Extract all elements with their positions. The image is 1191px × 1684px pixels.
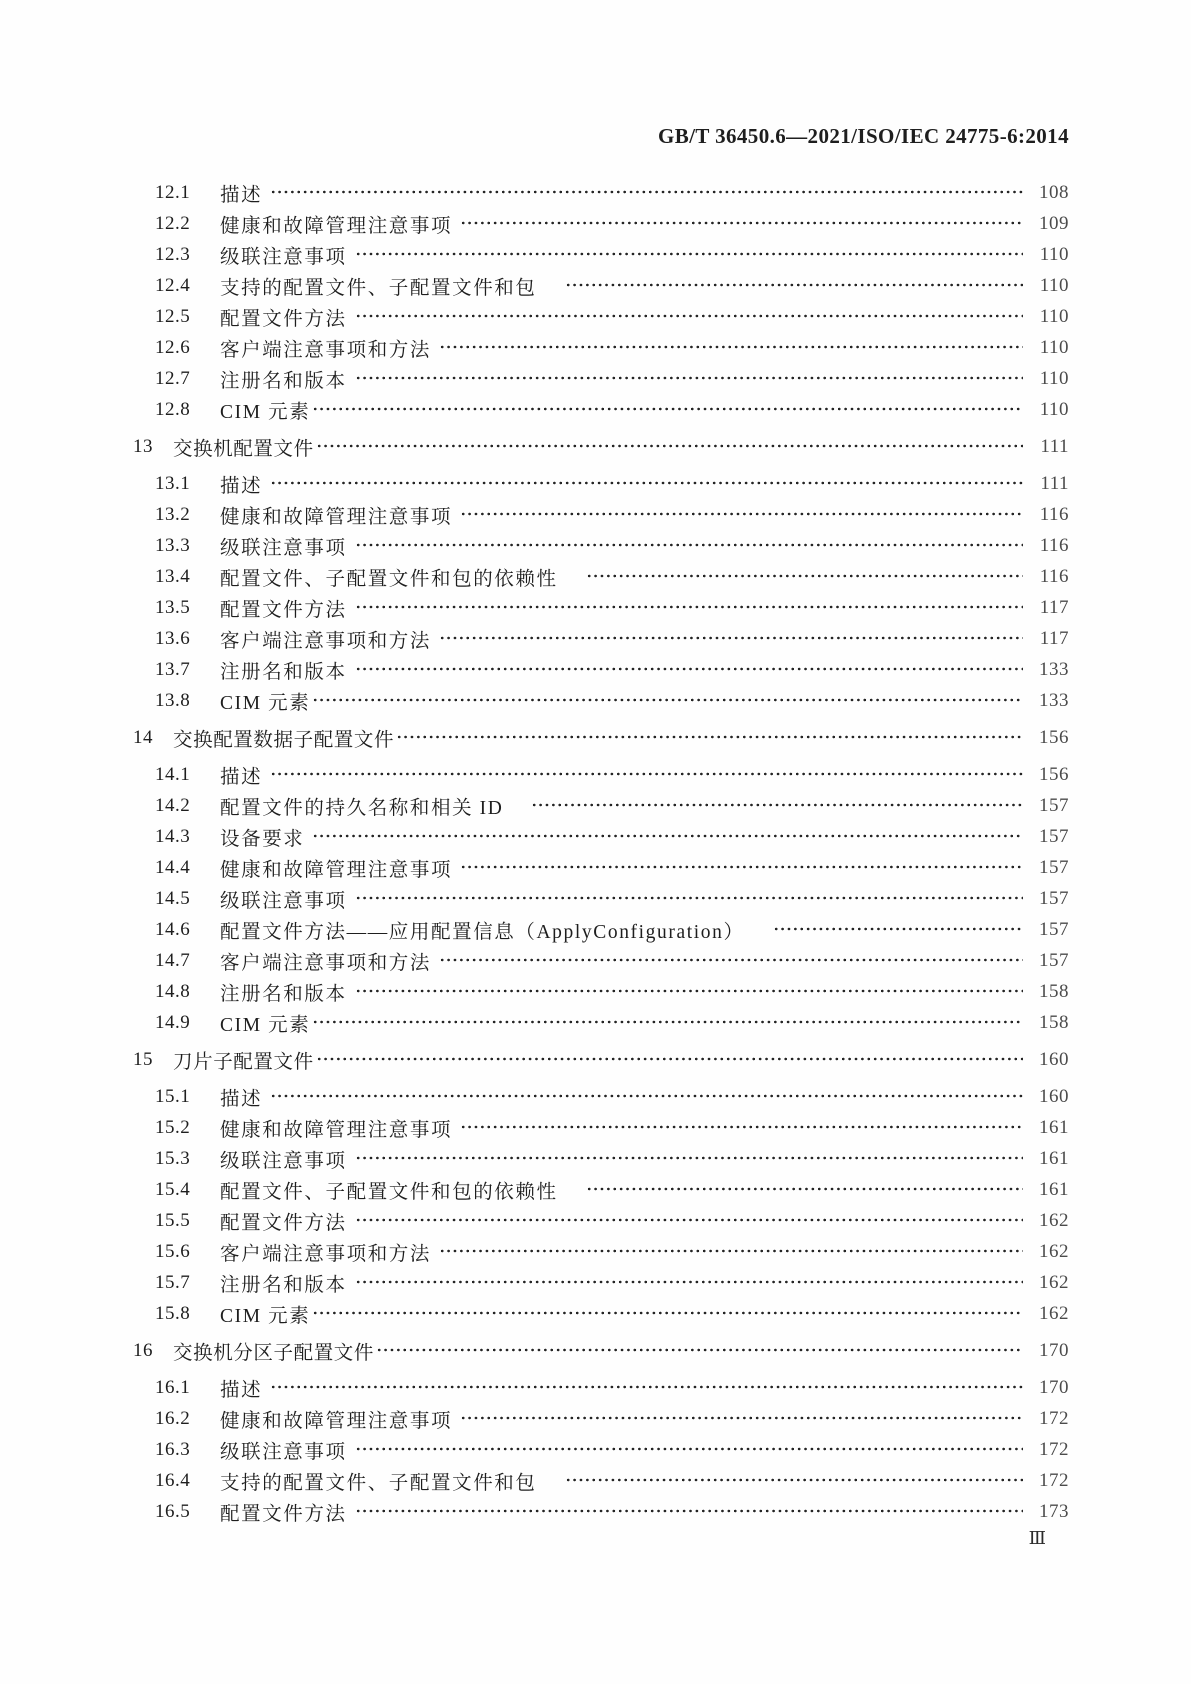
dot-leader <box>773 914 1023 945</box>
toc-entry-page: 161 <box>1039 1147 1069 1169</box>
toc-entry-number: 15.4 <box>155 1178 191 1200</box>
toc-entry-page: 172 <box>1039 1438 1069 1460</box>
toc-entry-number: 13 <box>133 435 153 457</box>
toc-entry-number: 15.6 <box>155 1240 191 1262</box>
toc-entry-row <box>133 1236 1069 1267</box>
toc-chapter-row <box>133 1335 1069 1366</box>
dot-leader <box>439 1236 1023 1267</box>
toc-entry-number: 16.3 <box>155 1438 191 1460</box>
dot-leader <box>270 759 1023 790</box>
toc-entry-title: 配置文件方法——应用配置信息（ApplyConfiguration） <box>220 921 745 943</box>
toc-entry-number: 13.8 <box>155 689 191 711</box>
toc-entry-title: 配置文件方法 <box>220 1503 347 1525</box>
toc-entry-page: 158 <box>1039 1011 1069 1033</box>
toc-entry-page: 116 <box>1039 565 1069 587</box>
dot-leader <box>355 1496 1023 1527</box>
toc-entry-row <box>133 821 1069 852</box>
folio-page-number: Ⅲ <box>1028 1528 1046 1548</box>
toc-entry-title: 级联注意事项 <box>220 890 347 912</box>
toc-entry-title: 描述 <box>220 766 263 788</box>
toc-entry-title: 健康和故障管理注意事项 <box>220 215 453 237</box>
toc-entry-row <box>133 1205 1069 1236</box>
dot-leader <box>355 976 1023 1007</box>
toc-entry-row <box>133 1496 1069 1527</box>
dot-leader <box>460 1112 1023 1143</box>
toc-entry-row <box>133 945 1069 976</box>
toc-entry-page: 110 <box>1039 367 1069 389</box>
toc-entry-row <box>133 654 1069 685</box>
dot-leader <box>355 1205 1023 1236</box>
toc-entry-number: 15.7 <box>155 1271 191 1293</box>
toc-entry-row <box>133 561 1069 592</box>
dot-leader <box>270 1372 1023 1403</box>
toc-entry-number: 13.2 <box>155 503 191 525</box>
dot-leader <box>355 1143 1023 1174</box>
dot-leader <box>316 1044 1023 1075</box>
dot-leader <box>355 1267 1023 1298</box>
dot-leader <box>376 1335 1023 1366</box>
toc-entry-page: 156 <box>1039 726 1069 748</box>
dot-leader <box>355 592 1023 623</box>
toc-entry-title: 支持的配置文件、子配置文件和包 <box>220 1472 537 1494</box>
toc-entry-page: 170 <box>1039 1339 1069 1361</box>
toc-entry-title: 配置文件方法 <box>220 1212 347 1234</box>
toc-entry-row <box>133 1403 1069 1434</box>
dot-leader <box>460 852 1023 883</box>
dot-leader <box>270 177 1023 208</box>
dot-leader <box>565 270 1023 301</box>
dot-leader <box>439 623 1023 654</box>
toc-entry-title: 级联注意事项 <box>220 1441 347 1463</box>
toc-entry-page: 110 <box>1039 336 1069 358</box>
toc-entry-title: 描述 <box>220 184 263 206</box>
toc-entry-title: 级联注意事项 <box>220 537 347 559</box>
toc-entry-row <box>133 1434 1069 1465</box>
toc-entry-row <box>133 239 1069 270</box>
toc-entry-title: 支持的配置文件、子配置文件和包 <box>220 277 537 299</box>
toc-chapter-row <box>133 431 1069 462</box>
dot-leader <box>355 530 1023 561</box>
toc-entry-row <box>133 790 1069 821</box>
toc-entry-title: 客户端注意事项和方法 <box>220 1243 432 1265</box>
toc-entry-page: 116 <box>1039 503 1069 525</box>
toc-entry-page: 161 <box>1039 1178 1069 1200</box>
toc-entry-page: 157 <box>1039 856 1069 878</box>
toc-entry-number: 12.5 <box>155 305 191 327</box>
dot-leader <box>355 654 1023 685</box>
toc-entry-page: 133 <box>1039 689 1069 711</box>
toc-entry-number: 13.1 <box>155 472 191 494</box>
toc-entry-row <box>133 1007 1069 1038</box>
toc-entry-title: 客户端注意事项和方法 <box>220 630 432 652</box>
toc-entry-row <box>133 332 1069 363</box>
toc-entry-number: 16.2 <box>155 1407 191 1429</box>
toc-entry-number: 14.9 <box>155 1011 191 1033</box>
toc-entry-title: 级联注意事项 <box>220 1150 347 1172</box>
toc-entry-row <box>133 530 1069 561</box>
toc-entry-row <box>133 883 1069 914</box>
toc-entry-title: 注册名和版本 <box>220 661 347 683</box>
toc-entry-title: 配置文件、子配置文件和包的依赖性 <box>220 568 558 590</box>
toc-entry-row <box>133 363 1069 394</box>
dot-leader <box>355 883 1023 914</box>
toc-entry-number: 16.5 <box>155 1500 191 1522</box>
toc-entry-number: 12.8 <box>155 398 191 420</box>
dot-leader <box>586 561 1023 592</box>
toc-entry-row <box>133 270 1069 301</box>
dot-leader <box>460 1403 1023 1434</box>
toc-entry-title: 描述 <box>220 1379 263 1401</box>
page-footer <box>133 1528 1046 1549</box>
dot-leader <box>312 1298 1023 1329</box>
toc-entry-page: 157 <box>1039 918 1069 940</box>
toc-entry-row <box>133 1372 1069 1403</box>
toc-entry-row <box>133 468 1069 499</box>
toc-entry-page: 161 <box>1039 1116 1069 1138</box>
toc-entry-title: 交换机配置文件 <box>173 438 314 460</box>
dot-leader <box>396 722 1023 753</box>
toc-entry-row <box>133 976 1069 1007</box>
toc-entry-row <box>133 499 1069 530</box>
dot-leader <box>355 239 1023 270</box>
dot-leader <box>355 363 1023 394</box>
toc-entry-title: 注册名和版本 <box>220 370 347 392</box>
toc-entry-page: 117 <box>1039 596 1069 618</box>
toc-entry-page: 160 <box>1039 1085 1069 1107</box>
toc-entry-title: 配置文件方法 <box>220 599 347 621</box>
toc-entry-number: 15.2 <box>155 1116 191 1138</box>
toc-entry-number: 12.6 <box>155 336 191 358</box>
dot-leader <box>312 394 1023 425</box>
toc-entry-title: CIM 元素 <box>220 401 311 423</box>
toc-entry-page: 156 <box>1039 763 1069 785</box>
toc-entry-title: 注册名和版本 <box>220 983 347 1005</box>
dot-leader <box>565 1465 1023 1496</box>
toc-entry-page: 117 <box>1039 627 1069 649</box>
toc-entry-row <box>133 592 1069 623</box>
toc-entry-page: 172 <box>1039 1407 1069 1429</box>
toc-entry-title: 交换机分区子配置文件 <box>173 1342 375 1364</box>
standard-number: GB/T 36450.6—2021/ISO/IEC 24775-6:2014 <box>658 124 1069 148</box>
toc-entry-number: 14.6 <box>155 918 191 940</box>
toc-entry-row <box>133 177 1069 208</box>
toc-entry-title: 描述 <box>220 1088 263 1110</box>
toc-entry-page: 109 <box>1039 212 1069 234</box>
toc-entry-page: 170 <box>1039 1376 1069 1398</box>
toc-entry-row <box>133 1174 1069 1205</box>
dot-leader <box>355 1434 1023 1465</box>
toc-entry-number: 13.6 <box>155 627 191 649</box>
toc-entry-number: 13.7 <box>155 658 191 680</box>
toc-entry-title: 注册名和版本 <box>220 1274 347 1296</box>
toc-entry-title: 客户端注意事项和方法 <box>220 952 432 974</box>
dot-leader <box>316 431 1023 462</box>
toc-entry-page: 157 <box>1039 949 1069 971</box>
toc-entry-title: 健康和故障管理注意事项 <box>220 1119 453 1141</box>
toc-entry-row <box>133 1143 1069 1174</box>
dot-leader <box>270 1081 1023 1112</box>
toc-entry-page: 110 <box>1039 398 1069 420</box>
toc-entry-page: 110 <box>1039 274 1069 296</box>
dot-leader <box>439 332 1023 363</box>
toc-entry-page: 157 <box>1039 825 1069 847</box>
toc-entry-number: 13.3 <box>155 534 191 556</box>
toc-entry-number: 14.3 <box>155 825 191 847</box>
toc-entry-page: 162 <box>1039 1209 1069 1231</box>
toc-entry-page: 173 <box>1039 1500 1069 1522</box>
toc-entry-number: 16 <box>133 1339 153 1361</box>
toc-entry-number: 14.8 <box>155 980 191 1002</box>
toc-entry-number: 12.1 <box>155 181 191 203</box>
toc-entry-row <box>133 685 1069 716</box>
dot-leader <box>312 821 1023 852</box>
toc-entry-number: 13.4 <box>155 565 191 587</box>
toc-entry-number: 15.1 <box>155 1085 191 1107</box>
toc-entry-number: 14.2 <box>155 794 191 816</box>
toc-entry-number: 12.4 <box>155 274 191 296</box>
toc-entry-title: 交换配置数据子配置文件 <box>173 729 395 751</box>
toc-entry-page: 108 <box>1039 181 1069 203</box>
toc-entry-page: 157 <box>1039 887 1069 909</box>
toc-entry-row <box>133 914 1069 945</box>
dot-leader <box>460 499 1023 530</box>
toc-entry-row <box>133 852 1069 883</box>
toc-entry-number: 12.3 <box>155 243 191 265</box>
toc-entry-number: 16.4 <box>155 1469 191 1491</box>
toc-entry-row <box>133 301 1069 332</box>
toc-entry-page: 110 <box>1039 305 1069 327</box>
toc-entry-title: 健康和故障管理注意事项 <box>220 506 453 528</box>
dot-leader <box>270 468 1023 499</box>
toc-entry-number: 15 <box>133 1048 153 1070</box>
toc-entry-number: 14.4 <box>155 856 191 878</box>
toc-entry-row <box>133 1465 1069 1496</box>
toc-entry-number: 14.1 <box>155 763 191 785</box>
toc-entry-number: 15.8 <box>155 1302 191 1324</box>
toc-entry-number: 14.5 <box>155 887 191 909</box>
toc-entry-number: 15.3 <box>155 1147 191 1169</box>
toc-entry-page: 111 <box>1040 435 1069 457</box>
dot-leader <box>312 1007 1023 1038</box>
toc-chapter-row <box>133 722 1069 753</box>
toc-entry-number: 14.7 <box>155 949 191 971</box>
toc-entry-title: CIM 元素 <box>220 1305 311 1327</box>
toc-entry-row <box>133 208 1069 239</box>
toc-entry-number: 13.5 <box>155 596 191 618</box>
toc-entry-title: 描述 <box>220 475 263 497</box>
toc-entry-page: 162 <box>1039 1271 1069 1293</box>
dot-leader <box>586 1174 1023 1205</box>
dot-leader <box>460 208 1023 239</box>
toc-entry-page: 157 <box>1039 794 1069 816</box>
toc-entry-page: 111 <box>1040 472 1069 494</box>
toc-entry-title: 配置文件的持久名称和相关 ID <box>220 797 504 819</box>
toc-entry-page: 133 <box>1039 658 1069 680</box>
toc-entry-page: 172 <box>1039 1469 1069 1491</box>
toc-entry-number: 12.7 <box>155 367 191 389</box>
toc-entry-title: 健康和故障管理注意事项 <box>220 1410 453 1432</box>
toc-list <box>133 177 1069 1527</box>
toc-entry-title: 设备要求 <box>220 828 305 850</box>
toc-entry-number: 12.2 <box>155 212 191 234</box>
toc-entry-title: 配置文件方法 <box>220 308 347 330</box>
toc-entry-page: 158 <box>1039 980 1069 1002</box>
toc-entry-title: CIM 元素 <box>220 692 311 714</box>
dot-leader <box>355 301 1023 332</box>
toc-entry-title: 级联注意事项 <box>220 246 347 268</box>
toc-entry-title: 刀片子配置文件 <box>173 1051 314 1073</box>
toc-chapter-row <box>133 1044 1069 1075</box>
toc-entry-page: 160 <box>1039 1048 1069 1070</box>
toc-entry-number: 16.1 <box>155 1376 191 1398</box>
toc-entry-page: 162 <box>1039 1302 1069 1324</box>
toc-entry-page: 110 <box>1039 243 1069 265</box>
toc-entry-title: 健康和故障管理注意事项 <box>220 859 453 881</box>
dot-leader <box>439 945 1023 976</box>
toc-entry-page: 116 <box>1039 534 1069 556</box>
document-header <box>133 124 1069 149</box>
toc-entry-row <box>133 1112 1069 1143</box>
dot-leader <box>312 685 1023 716</box>
toc-entry-page: 162 <box>1039 1240 1069 1262</box>
dot-leader <box>531 790 1023 821</box>
toc-entry-row <box>133 394 1069 425</box>
toc-entry-title: 配置文件、子配置文件和包的依赖性 <box>220 1181 558 1203</box>
toc-entry-row <box>133 623 1069 654</box>
toc-entry-title: 客户端注意事项和方法 <box>220 339 432 361</box>
toc-entry-number: 15.5 <box>155 1209 191 1231</box>
toc-entry-row <box>133 759 1069 790</box>
toc-entry-row <box>133 1298 1069 1329</box>
toc-entry-row <box>133 1267 1069 1298</box>
toc-entry-number: 14 <box>133 726 153 748</box>
toc-entry-title: CIM 元素 <box>220 1014 311 1036</box>
toc-entry-row <box>133 1081 1069 1112</box>
